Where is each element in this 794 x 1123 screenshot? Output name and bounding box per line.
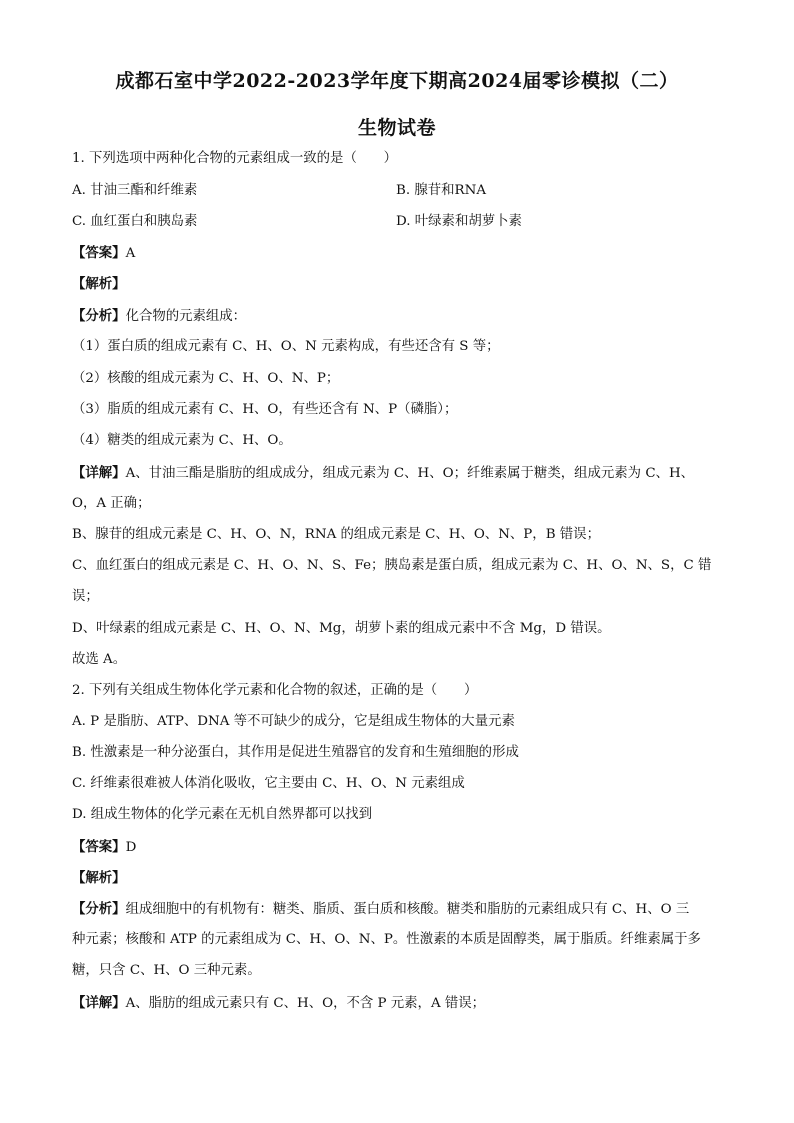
q2-stem: 2. 下列有关组成生物体化学元素和化合物的叙述，正确的是（ ） [72,683,478,698]
xiangjie-tag: 【详解】 [72,465,126,481]
q2-xiangjie-text: A、脂肪的组成元素只有 C、H、O，不含 P 元素，A 错误； [125,996,486,1011]
q1-explain-c-cont: 误； [72,589,99,604]
q2-fenxi-cont-1: 种元素；核酸和 ATP 的元素组成为 C、H、O、N、P。性激素的本质是固醇类，属于脂质。纤维素属于多 [72,932,701,947]
q1-option-c: C. 血红蛋白和胰岛素 [72,214,198,229]
q1-xiangjie-line [72,464,694,483]
q1-option-a: A. 甘油三酯和纤维素 [72,183,198,198]
q1-xiangjie-cont: O，A 正确； [72,496,151,511]
q1-answer-value: A [125,246,136,261]
q2-option-b: B. 性激素是一种分泌蛋白，其作用是促进生殖器官的发育和生殖细胞的形成 [72,745,519,760]
q2-fenxi-line [72,900,689,919]
q2-xiangjie-line [72,994,485,1013]
q1-xiangjie-text: A、甘油三酯是脂肪的组成成分，组成元素为 C、H、O；纤维素属于糖类，组成元素为 C、H、 [125,466,695,481]
q1-fenxi-text: 化合物的元素组成： [125,309,247,324]
q1-explain-d: D、叶绿素的组成元素是 C、H、O、N、Mg，胡萝卜素的组成元素中不含 Mg，D 错误。 [72,621,611,636]
q1-point-3: （3）脂质的组成元素有 C、H、O，有些还含有 N、P（磷脂）； [72,402,458,417]
answer-tag: 【答案】 [72,245,126,261]
q2-option-c: C. 纤维素很难被人体消化吸收，它主要由 C、H、O、N 元素组成 [72,776,465,791]
q1-point-1: （1）蛋白质的组成元素有 C、H、O、N 元素构成，有些还含有 S 等； [72,339,500,354]
q1-analysis-heading: 【解析】 [72,276,126,292]
q2-fenxi-text: 组成细胞中的有机物有：糖类、脂质、蛋白质和核酸。糖类和脂肪的元素组成只有 C、H、O 三 [125,902,690,917]
exam-subtitle: 生物试卷 [357,117,436,139]
q2-option-d: D. 组成生物体的化学元素在无机自然界都可以找到 [72,807,372,822]
q1-option-d: D. 叶绿素和胡萝卜素 [396,214,522,229]
q2-answer-value: D [125,840,137,855]
q1-explain-c: C、血红蛋白的组成元素是 C、H、O、N、S、Fe；胰岛素是蛋白质，组成元素为 C、H、O、N、S，C 错 [72,558,712,573]
answer-tag: 【答案】 [72,839,126,855]
q1-option-b: B. 腺苷和RNA [396,183,486,198]
fenxi-tag: 【分析】 [72,308,126,324]
fenxi-tag: 【分析】 [72,901,126,917]
q1-point-4: （4）糖类的组成元素为 C、H、O。 [72,433,292,448]
q1-stem: 1. 下列选项中两种化合物的元素组成一致的是（ ） [72,151,398,166]
q2-answer-line [72,838,136,857]
q2-option-a: A. P 是脂肪、ATP、DNA 等不可缺少的成分，它是组成生物体的大量元素 [72,714,515,729]
q1-answer-line [72,244,135,263]
q1-point-2: （2）核酸的组成元素为 C、H、O、N、P； [72,371,340,386]
q2-analysis-heading: 【解析】 [72,870,126,886]
q1-fenxi-line [72,307,246,326]
q1-conclusion: 故选 A。 [72,652,127,667]
exam-title: 成都石室中学2022-2023学年度下期高2024届零诊模拟（二） [115,70,679,92]
q2-fenxi-cont-2: 糖，只含 C、H、O 三种元素。 [72,963,261,978]
xiangjie-tag: 【详解】 [72,995,126,1011]
q1-explain-b: B、腺苷的组成元素是 C、H、O、N，RNA 的组成元素是 C、H、O、N、P，B 错误； [72,527,600,542]
